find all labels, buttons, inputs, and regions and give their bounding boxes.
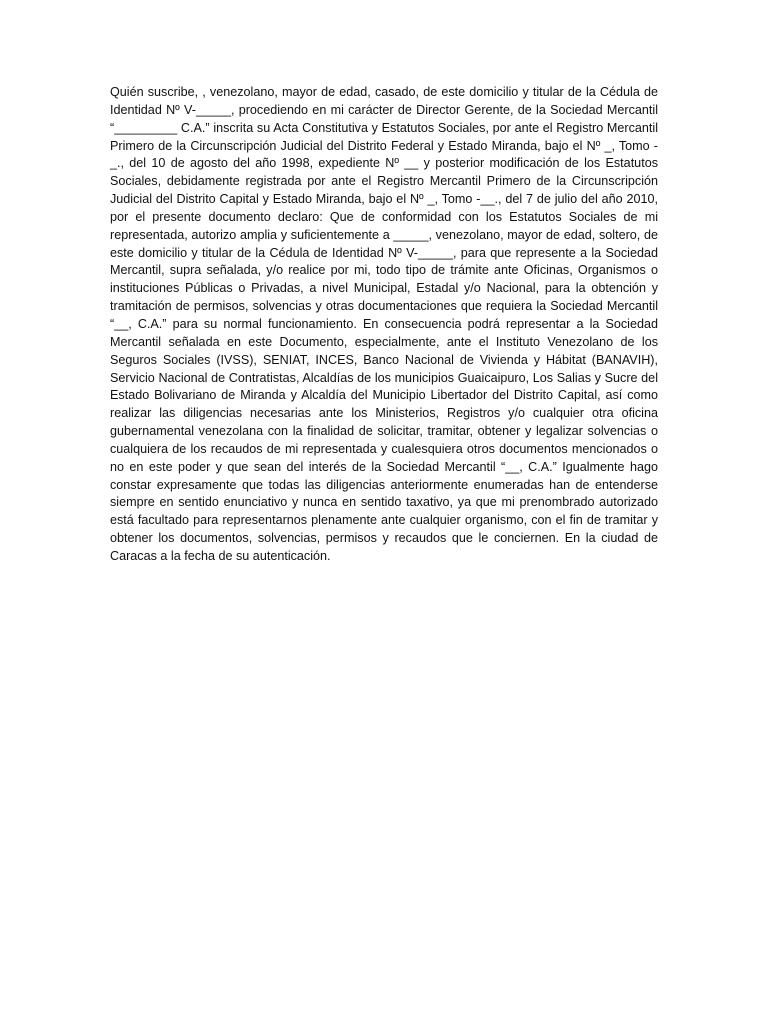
authorization-paragraph: Quién suscribe, , venezolano, mayor de edad, casado, de este domicilio y titular de la Cédula de Identidad Nº V-_____, procediendo en mi carácter de Director Gerente, de la Sociedad Mercantil “_________ C.A.” inscrita su Acta Constitutiva y Estatutos Sociales, por ante el Registro Mercantil Primero de la Circunscripción Judicial del Distrito Federal y Estado Miranda, bajo el Nº _, Tomo -_., del 10 de agosto del año 1998, expediente Nº __ y posterior modificación de los Estatutos Sociales, debidamente registrada por ante el Registro Mercantil Primero de la Circunscripción Judicial del Distrito Capital y Estado Miranda, bajo el Nº _, Tomo -__., del 7 de julio del año 2010, por el presente documento declaro: Que de conformidad con los Estatutos Sociales de mi representada, autorizo amplia y suficientemente a _____, venezolano, mayor de edad, soltero, de este domicilio y titular de la Cédula de Identidad Nº V-_____, para que represente a la Sociedad Mercantil, supra señalada, y/o realice por mi, todo tipo de trámite ante Oficinas, Organismos o instituciones Públicas o Privadas, a nivel Municipal, Estadal y/o Nacional, para la obtención y tramitación de permisos, solvencias y otras documentaciones que requiera la Sociedad Mercantil “__, C.A.” para su normal funcionamiento. En consecuencia podrá representar a la Sociedad Mercantil señalada en este Documento, especialmente, ante el Instituto Venezolano de los Seguros Sociales (IVSS), SENIAT, INCES, Banco Nacional de Vivienda y Hábitat (BANAVIH), Servicio Nacional de Contratistas, Alcaldías de los municipios Guaicaipuro, Los Salias y Sucre del Estado Bolivariano de Miranda y Alcaldía del Municipio Libertador del Distrito Capital, así como realizar las diligencias necesarias ante los Ministerios, Registros y/o cualquier otra oficina gubernamental venezolana con la finalidad de solicitar, tramitar, obtener y legalizar solvencias o cualquiera de los recaudos de mi representada y cualesquiera otros documentos mencionados o no en este poder y que sean del interés de la Sociedad Mercantil “__, C.A.” Igualmente hago constar expresamente que todas las diligencias anteriormente enumeradas han de entenderse siempre en sentido enunciativo y nunca en sentido taxativo, ya que mi prenombrado autorizado está facultado para representarnos plenamente ante cualquier organismo, con el fin de tramitar y obtener los documentos, solvencias, permisos y recaudos que le conciernen. En la ciudad de Caracas a la fecha de su autenticación.: [110, 85, 658, 563]
